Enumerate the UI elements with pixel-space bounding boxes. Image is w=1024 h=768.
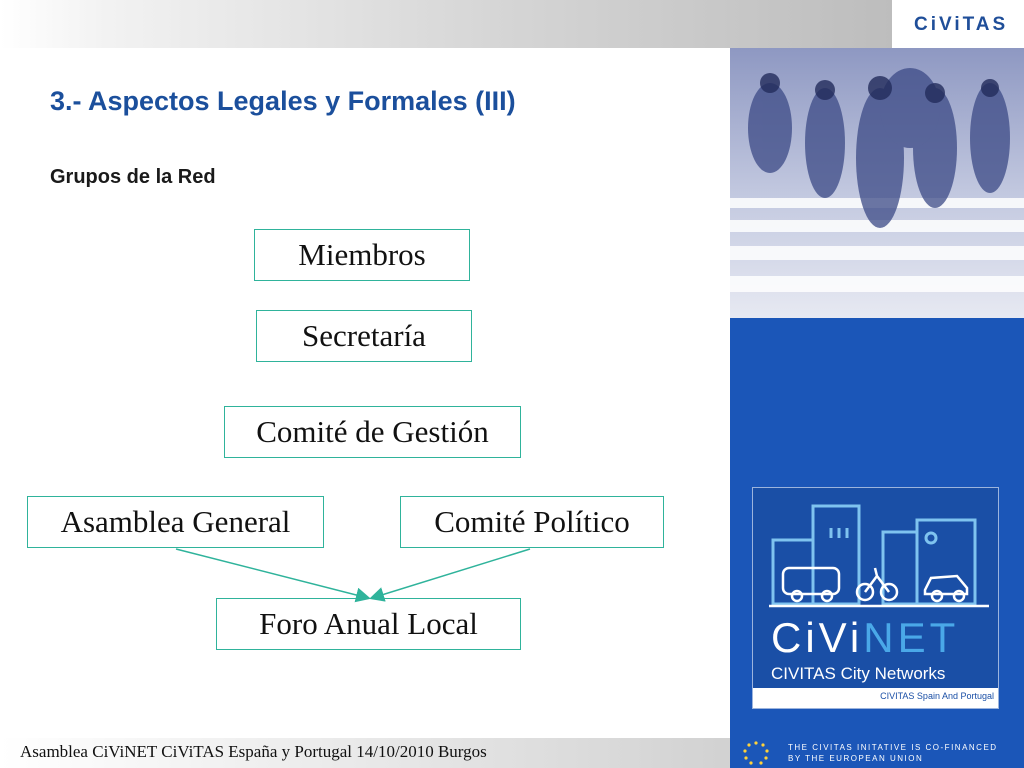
civinet-footer-strip <box>753 688 998 708</box>
civitas-logo-text: CiViTAS <box>914 14 1009 35</box>
slide-subtitle: Grupos de la Red <box>50 166 216 188</box>
arrow-asamblea-to-foro <box>176 549 368 598</box>
slide-title: 3.- Aspectos Legales y Formales (III) <box>50 86 516 116</box>
footer-text: Asamblea CiViNET CiViTAS España y Portugal 14/10/2010 Burgos <box>20 742 487 761</box>
box-secretaria: Secretaría <box>256 310 472 362</box>
civinet-footer-text: CIVITAS Spain And Portugal <box>880 691 994 701</box>
box-miembros: Miembros <box>254 229 470 281</box>
box-comite-gestion: Comité de Gestión <box>224 406 521 458</box>
eu-flag-icon <box>736 738 776 768</box>
eu-cofinance-text: THE CIVITAS INITATIVE IS CO-FINANCED BY THE EUROPEAN UNION <box>788 743 998 763</box>
crowd-crossing-photo <box>730 48 1024 318</box>
box-asamblea-general: Asamblea General <box>27 496 324 548</box>
box-comite-politico: Comité Político <box>400 496 664 548</box>
arrow-comite-to-foro <box>372 549 530 598</box>
city-skyline-icon <box>753 488 999 618</box>
civinet-tagline: CIVITAS City Networks <box>771 664 946 683</box>
civinet-logo-card <box>752 487 999 709</box>
civinet-wordmark: CiViNET <box>771 614 960 661</box>
box-foro-anual-local: Foro Anual Local <box>216 598 521 650</box>
